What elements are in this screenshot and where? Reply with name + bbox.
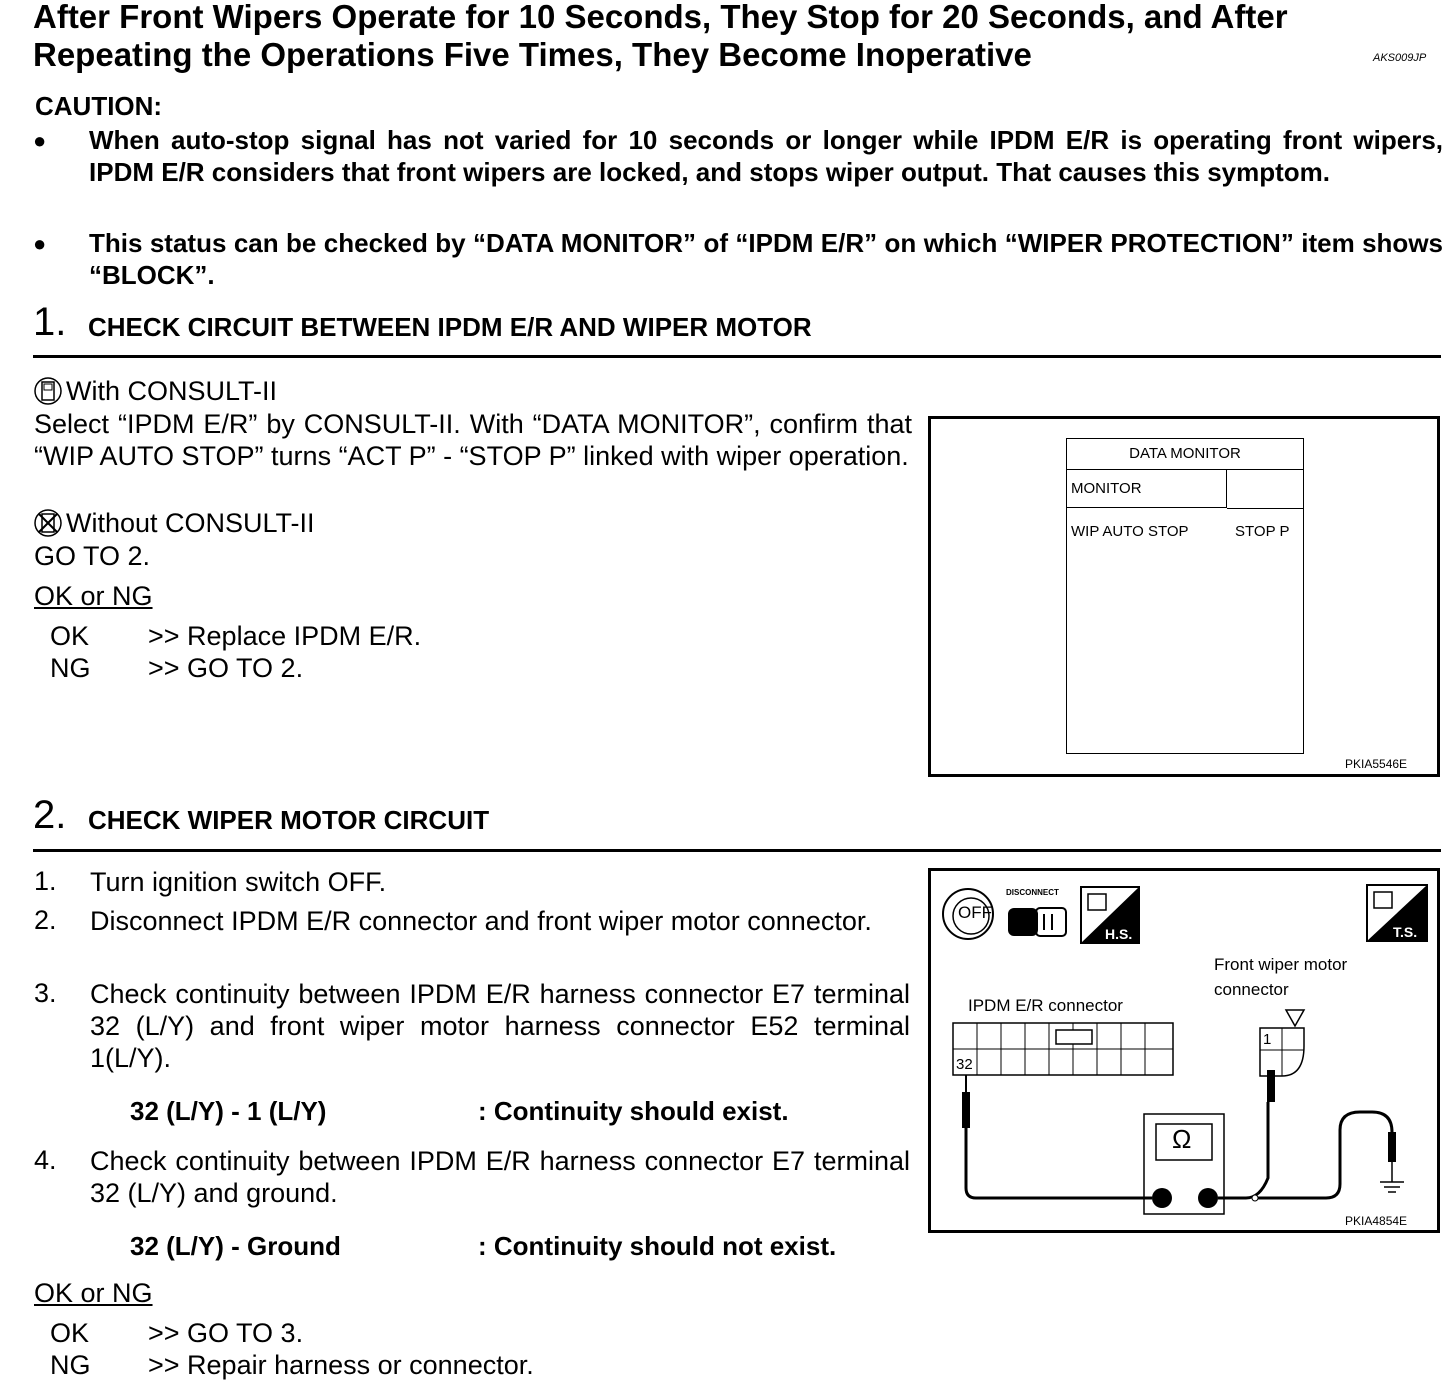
disconnect-label: DISCONNECT	[1006, 888, 1059, 897]
bullet-icon: ●	[33, 231, 47, 256]
monitor-value-cell	[1227, 470, 1303, 509]
step-title: CHECK WIPER MOTOR CIRCUIT	[88, 805, 490, 835]
monitor-item-name: WIP AUTO STOP	[1071, 523, 1189, 540]
spec-right: : Continuity should not exist.	[478, 1231, 837, 1261]
list-number: 3.	[34, 978, 57, 1008]
off-label: OFF	[958, 903, 992, 922]
step-title: CHECK CIRCUIT BETWEEN IPDM E/R AND WIPER MOTOR	[88, 312, 812, 342]
step-number: 1.	[33, 300, 67, 344]
data-monitor-header: DATA MONITOR	[1067, 439, 1303, 470]
list-text: Check continuity between IPDM E/R harness connector E7 terminal 32 (L/Y) and front wiper motor harness connector E52 terminal 1(L/Y).	[90, 979, 910, 1073]
divider	[33, 355, 1441, 358]
result-text: >> Replace IPDM E/R.	[148, 621, 422, 651]
consult-icon	[33, 376, 63, 406]
motor-connector-label-2: connector	[1214, 980, 1289, 999]
result-label: OK	[50, 1318, 90, 1348]
title-code: AKS009JP	[1373, 52, 1427, 64]
list-number: 4.	[34, 1145, 57, 1175]
list-text: Turn ignition switch OFF.	[90, 867, 387, 897]
no-consult-icon	[33, 508, 63, 538]
spec-left: 32 (L/Y) - Ground	[130, 1231, 341, 1261]
figure-code: PKIA5546E	[1345, 757, 1408, 771]
step1-instruction: Select “IPDM E/R” by CONSULT-II. With “DATA MONITOR”, confirm that “WIP AUTO STOP” turns “ACT P” - “STOP P” linked with wiper operation.	[34, 409, 912, 471]
caution-text: This status can be checked by “DATA MONITOR” of “IPDM E/R” on which “WIPER PROTECTION” item shows “BLOCK”.	[89, 228, 1443, 290]
wiring-diagram	[930, 870, 1438, 1230]
list-number: 2.	[34, 905, 57, 935]
bullet-icon: ●	[33, 128, 47, 153]
list-text: Disconnect IPDM E/R connector and front wiper motor connector.	[90, 906, 872, 936]
list-text: Check continuity between IPDM E/R harness connector E7 terminal 32 (L/Y) and ground.	[90, 1146, 910, 1208]
figure-code: PKIA4854E	[1345, 1214, 1408, 1228]
page-title: After Front Wipers Operate for 10 Seconds, They Stop for 20 Seconds, and After Repeating the Operations Five Times, They Become Inoperative	[33, 0, 1288, 73]
terminal-1-label: 1	[1263, 1031, 1272, 1048]
ok-ng-heading: OK or NG	[34, 581, 153, 611]
terminal-32-label: 32	[956, 1056, 973, 1073]
result-label: OK	[50, 621, 90, 651]
motor-connector-label: Front wiper motor	[1214, 955, 1348, 974]
caution-heading: CAUTION:	[35, 91, 163, 121]
ohm-icon: Ω	[1172, 1124, 1192, 1154]
without-consult-label: Without CONSULT-II	[66, 508, 315, 538]
list-number: 1.	[34, 866, 57, 896]
with-consult-label: With CONSULT-II	[66, 376, 278, 406]
result-text: >> GO TO 3.	[148, 1318, 304, 1348]
ok-ng-heading: OK or NG	[34, 1278, 153, 1308]
spec-right: : Continuity should exist.	[478, 1096, 789, 1126]
ipdm-connector-label: IPDM E/R connector	[968, 996, 1123, 1015]
caution-text: When auto-stop signal has not varied for 10 seconds or longer while IPDM E/R is operating front wipers, IPDM E/R considers that front wipers are locked, and stops wiper output. That causes this symptom.	[89, 125, 1443, 187]
data-monitor-screen	[1066, 438, 1304, 754]
step-number: 2.	[33, 793, 67, 837]
result-text: >> GO TO 2.	[148, 653, 304, 683]
spec-left: 32 (L/Y) - 1 (L/Y)	[130, 1096, 327, 1126]
result-text: >> Repair harness or connector.	[148, 1350, 534, 1380]
ts-label: T.S.	[1393, 924, 1418, 940]
hs-label: H.S.	[1105, 926, 1133, 942]
monitor-item-value: STOP P	[1235, 523, 1290, 540]
divider	[33, 849, 1441, 852]
goto-text: GO TO 2.	[34, 541, 151, 571]
monitor-label: MONITOR	[1067, 470, 1227, 508]
result-label: NG	[50, 653, 91, 683]
result-label: NG	[50, 1350, 91, 1380]
